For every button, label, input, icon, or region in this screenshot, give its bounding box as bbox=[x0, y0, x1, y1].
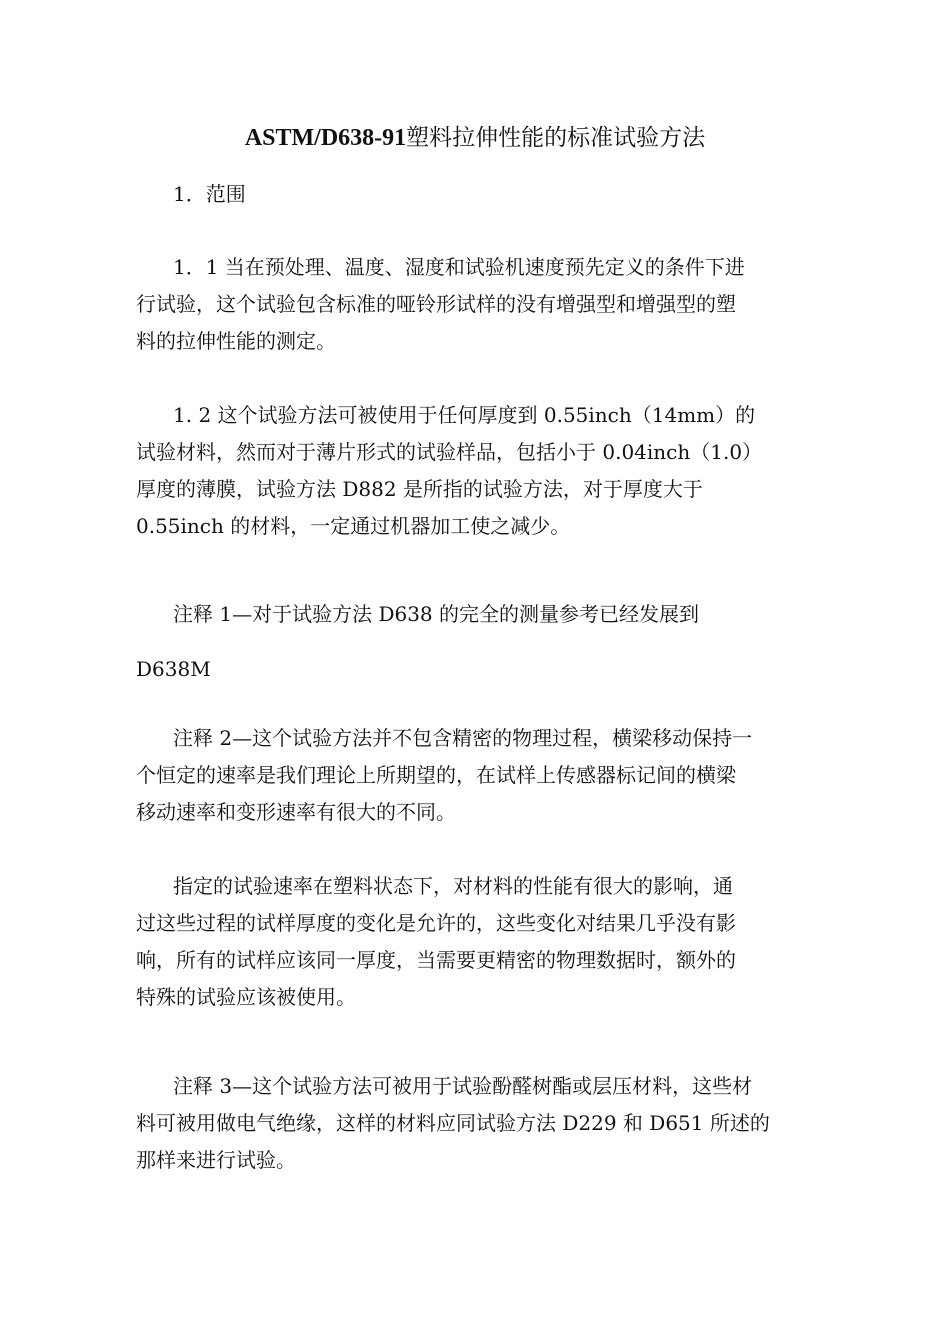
section-heading bbox=[136, 176, 816, 213]
section-heading-text: 1．范围 bbox=[173, 182, 246, 206]
paragraph-line: 1. 2 这个试验方法可被使用于任何厚度到 0.55inch（14mm）的 bbox=[173, 403, 756, 427]
paragraph-1-2 bbox=[136, 397, 816, 545]
paragraph-line: 那样来进行试验。 bbox=[136, 1148, 296, 1172]
paragraph-test-rate bbox=[136, 868, 816, 1016]
paragraph-1-1 bbox=[136, 249, 816, 360]
paragraph-line: 指定的试验速率在塑料状态下，对材料的性能有很大的影响，通 bbox=[173, 874, 733, 898]
title-text: 塑料拉伸性能的标准试验方法 bbox=[406, 125, 706, 151]
paragraph-line: 料的拉伸性能的测定。 bbox=[136, 329, 336, 353]
note-3 bbox=[136, 1068, 816, 1179]
paragraph-line: 行试验，这个试验包含标准的哑铃形试样的没有增强型和增强型的塑 bbox=[136, 292, 736, 316]
title-standard-code: ASTM/D638-91 bbox=[244, 125, 407, 151]
paragraph-line: 注释 2—这个试验方法并不包含精密的物理过程，横梁移动保持一 bbox=[173, 726, 753, 750]
paragraph-line: 0.55inch 的材料，一定通过机器加工使之减少。 bbox=[136, 514, 571, 538]
note-2 bbox=[136, 720, 816, 831]
paragraph-line: 1．1 当在预处理、温度、湿度和试验机速度预先定义的条件下进 bbox=[173, 255, 745, 279]
paragraph-line: 过这些过程的试样厚度的变化是允许的，这些变化对结果几乎没有影 bbox=[136, 911, 736, 935]
paragraph-line: 响，所有的试样应该同一厚度，当需要更精密的物理数据时，额外的 bbox=[136, 948, 736, 972]
paragraph-line: 移动速率和变形速率有很大的不同。 bbox=[136, 800, 456, 824]
paragraph-line: D638M bbox=[136, 657, 211, 681]
paragraph-line: 注释 3—这个试验方法可被用于试验酚醛树酯或层压材料，这些材 bbox=[173, 1074, 753, 1098]
paragraph-line: 注释 1—对于试验方法 D638 的完全的测量参考已经发展到 bbox=[173, 602, 700, 626]
note-1-continued bbox=[136, 651, 816, 688]
paragraph-line: 试验材料，然而对于薄片形式的试验样品，包括小于 0.04inch（1.0） bbox=[136, 440, 763, 464]
paragraph-line: 特殊的试验应该被使用。 bbox=[136, 985, 356, 1009]
paragraph-line: 个恒定的速率是我们理论上所期望的，在试样上传感器标记间的横梁 bbox=[136, 763, 736, 787]
paragraph-line: 厚度的薄膜，试验方法 D882 是所指的试验方法，对于厚度大于 bbox=[136, 477, 703, 501]
document-title bbox=[0, 118, 950, 158]
note-1 bbox=[136, 596, 816, 633]
paragraph-line: 料可被用做电气绝缘，这样的材料应同试验方法 D229 和 D651 所述的 bbox=[136, 1111, 770, 1135]
